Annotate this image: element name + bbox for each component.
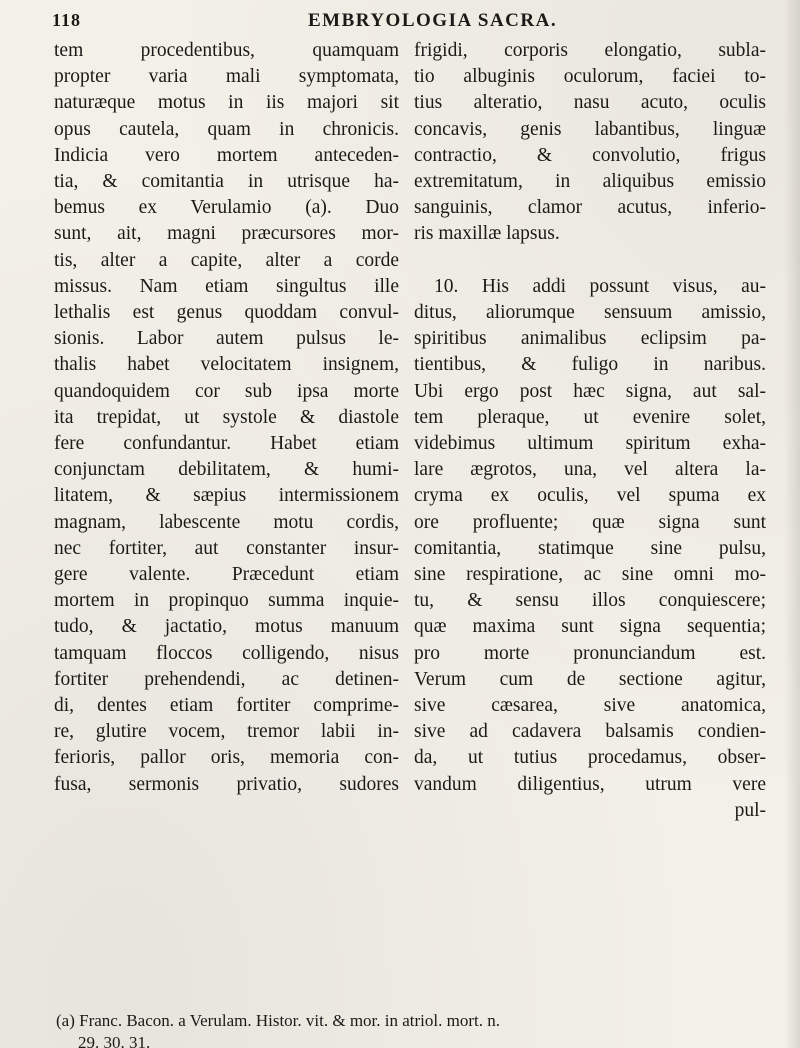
text-line: quandoquidem cor sub ipsa morte bbox=[54, 380, 399, 402]
text-line: ditus, aliorumque sensuum amissio, bbox=[414, 302, 766, 324]
text-line: opus cautela, quam in chronicis. bbox=[54, 118, 399, 140]
text-line: concavis, genis labantibus, linguæ bbox=[414, 118, 766, 140]
text-line: contractio, & convolutio, frigus bbox=[414, 144, 766, 166]
text-line: bemus ex Verulamio (a). Duo bbox=[54, 197, 399, 219]
text-line: tem procedentibus, quamquam bbox=[54, 40, 399, 61]
text-line: fortiter prehendendi, ac detinen- bbox=[54, 668, 399, 690]
catchword: pul- bbox=[734, 799, 766, 821]
text-line: di, dentes etiam fortiter comprime- bbox=[54, 695, 399, 717]
text-line: re, glutire vocem, tremor labii in- bbox=[54, 721, 399, 743]
text-line: sive cæsarea, sive anatomica, bbox=[414, 695, 766, 717]
text-line: thalis habet velocitatem insignem, bbox=[54, 354, 399, 376]
text-line: pro morte pronunciandum est. bbox=[414, 642, 766, 664]
text-line: magnam, labescente motu cordis, bbox=[54, 511, 399, 533]
text-line: comitantia, statimque sine pulsu, bbox=[414, 537, 766, 559]
text-line: sive ad cadavera balsamis condien- bbox=[414, 721, 766, 743]
text-line: naturæque motus in iis majori sit bbox=[54, 92, 399, 114]
text-line: Verum cum de sectione agitur, bbox=[414, 668, 766, 690]
text-line: mortem in propinquo summa inquie- bbox=[54, 590, 399, 612]
text-line: conjunctam debilitatem, & humi- bbox=[54, 459, 399, 481]
text-line: tientibus, & fuligo in naribus. bbox=[414, 354, 766, 376]
text-line: tamquam floccos colligendo, nisus bbox=[54, 642, 399, 664]
page-edge-shadow bbox=[784, 0, 800, 1048]
paragraph-gap bbox=[414, 248, 766, 274]
text-line: tem pleraque, ut evenire solet, bbox=[414, 406, 766, 428]
text-line: cryma ex oculis, vel spuma ex bbox=[414, 485, 766, 507]
text-line: tudo, & jactatio, motus manuum bbox=[54, 616, 399, 638]
text-line: fusa, sermonis privatio, sudores bbox=[54, 773, 399, 795]
text-line: lethalis est genus quoddam convul- bbox=[54, 302, 399, 324]
text-line: sunt, ait, magni præcursores mor- bbox=[54, 223, 399, 245]
text-line: sine respiratione, ac sine omni mo- bbox=[414, 564, 766, 586]
left-column bbox=[54, 38, 399, 798]
text-line: litatem, & sæpius intermissionem bbox=[54, 485, 399, 507]
right-column bbox=[414, 38, 766, 824]
text-line: spiritibus animalibus eclipsim pa- bbox=[414, 328, 766, 350]
text-line: Ubi ergo post hæc signa, aut sal- bbox=[414, 380, 766, 402]
text-line: missus. Nam etiam singultus ille bbox=[54, 275, 399, 297]
text-line: propter varia mali symptomata, bbox=[54, 66, 399, 88]
page-header bbox=[52, 8, 792, 38]
running-head: EMBRYOLOGIA SACRA. bbox=[308, 10, 558, 31]
text-line: quæ maxima sunt signa sequentia; bbox=[414, 616, 766, 638]
text-line: sanguinis, clamor acutus, inferio- bbox=[414, 197, 766, 219]
text-line: frigidi, corporis elongatio, subla- bbox=[414, 40, 766, 61]
page-number: 118 bbox=[52, 10, 82, 30]
text-line: ris maxillæ lapsus. bbox=[414, 223, 560, 245]
text-line: extremitatum, in aliquibus emissio bbox=[414, 171, 766, 193]
text-line: Indicia vero mortem anteceden- bbox=[54, 144, 399, 166]
text-line: tu, & sensu illos conquiescere; bbox=[414, 590, 766, 612]
text-line: vandum diligentius, utrum vere bbox=[414, 773, 766, 795]
text-line: tia, & comitantia in utrisque ha- bbox=[54, 171, 399, 193]
text-line: videbimus ultimum spiritum exha- bbox=[414, 433, 766, 455]
footnote bbox=[56, 1010, 776, 1048]
footnote-line: (a) Franc. Bacon. a Verulam. Histor. vit. & mor. in atriol. mort. n. bbox=[56, 1011, 500, 1030]
text-line: gere valente. Præcedunt etiam bbox=[54, 564, 399, 586]
text-line: sionis. Labor autem pulsus le- bbox=[54, 328, 399, 350]
footnote-line: 29. 30. 31. bbox=[78, 1033, 151, 1048]
text-line: da, ut tutius procedamus, obser- bbox=[414, 747, 766, 769]
text-line: tio albuginis oculorum, faciei to- bbox=[414, 66, 766, 88]
text-line: nec fortiter, aut constanter insur- bbox=[54, 537, 399, 559]
text-line: lare ægrotos, una, vel altera la- bbox=[414, 459, 766, 481]
text-line: tius alteratio, nasu acuto, oculis bbox=[414, 92, 766, 114]
text-line: ore profluente; quæ signa sunt bbox=[414, 511, 766, 533]
paragraph-start: 10. His addi possunt visus, au- bbox=[434, 275, 766, 297]
text-line: ita trepidat, ut systole & diastole bbox=[54, 406, 399, 428]
text-line: tis, alter a capite, alter a corde bbox=[54, 249, 399, 271]
text-line: ferioris, pallor oris, memoria con- bbox=[54, 747, 399, 769]
text-line: fere confundantur. Habet etiam bbox=[54, 433, 399, 455]
